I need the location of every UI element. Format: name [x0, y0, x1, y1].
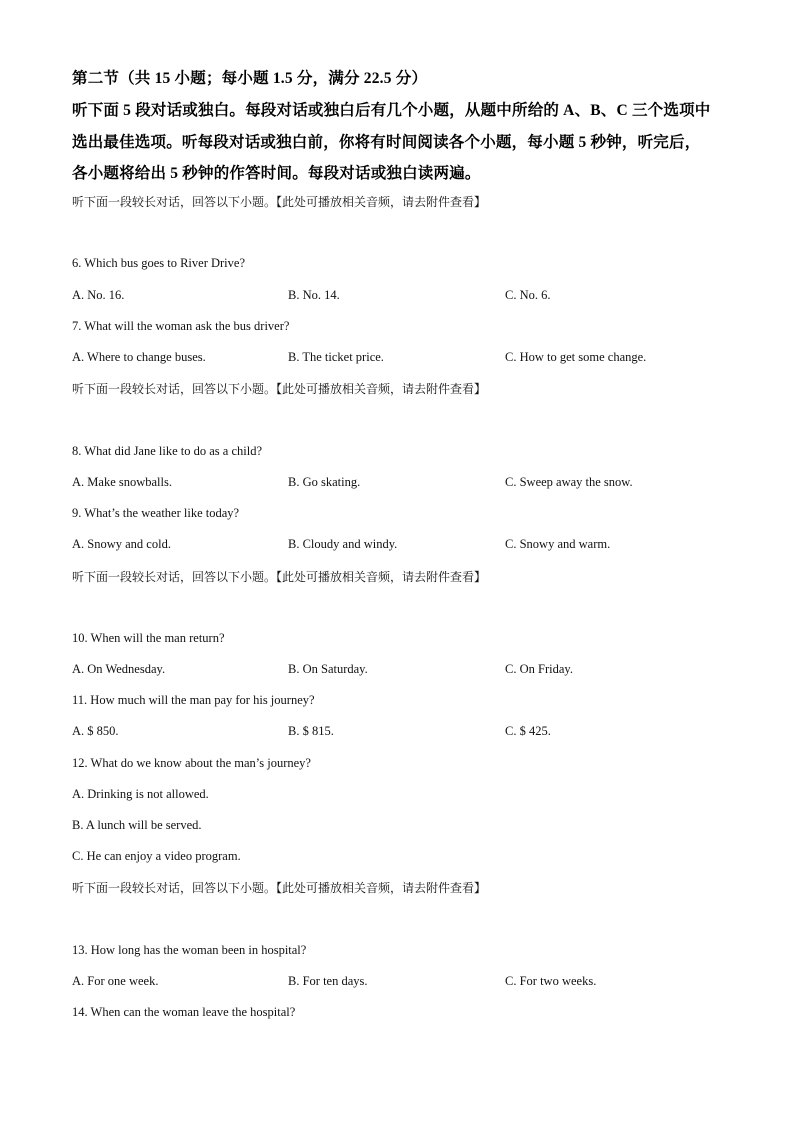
- q10-option-b: B. On Saturday.: [288, 662, 368, 676]
- q11-option-b: B. $ 815.: [288, 724, 334, 738]
- q8-option-b: B. Go skating.: [288, 475, 361, 489]
- q9-option-a: A. Snowy and cold.: [72, 537, 171, 551]
- question-11: 11. How much will the man pay for his journey?: [72, 693, 315, 707]
- q12-option-a: A. Drinking is not allowed.: [72, 787, 209, 801]
- dialog-intro-4: 听下面一段较长对话，回答以下小题。【此处可播放相关音频，请去附件查看】: [72, 881, 487, 895]
- q9-option-c: C. Snowy and warm.: [505, 537, 611, 551]
- q13-option-c: C. For two weeks.: [505, 974, 597, 988]
- dialog-intro-1: 听下面一段较长对话，回答以下小题。【此处可播放相关音频，请去附件查看】: [72, 195, 487, 209]
- question-7: 7. What will the woman ask the bus driver?: [72, 319, 290, 333]
- q7-option-b: B. The ticket price.: [288, 350, 384, 364]
- dialog-intro-3: 听下面一段较长对话，回答以下小题。【此处可播放相关音频，请去附件查看】: [72, 570, 487, 584]
- q12-option-c: C. He can enjoy a video program.: [72, 849, 241, 863]
- instruction-line-2: 选出最佳选项。听每段对话或独白前，你将有时间阅读各个小题，每小题 5 秒钟，听完后，: [72, 134, 701, 151]
- q13-option-b: B. For ten days.: [288, 974, 368, 988]
- q6-option-b: B. No. 14.: [288, 288, 340, 302]
- q10-option-c: C. On Friday.: [505, 662, 573, 676]
- question-12: 12. What do we know about the man’s journey?: [72, 756, 311, 770]
- q11-option-c: C. $ 425.: [505, 724, 551, 738]
- q8-option-c: C. Sweep away the snow.: [505, 475, 633, 489]
- dialog-intro-2: 听下面一段较长对话，回答以下小题。【此处可播放相关音频，请去附件查看】: [72, 382, 487, 396]
- q12-option-b: B. A lunch will be served.: [72, 818, 202, 832]
- q6-option-c: C. No. 6.: [505, 288, 551, 302]
- question-13: 13. How long has the woman been in hospital?: [72, 943, 307, 957]
- q11-option-a: A. $ 850.: [72, 724, 119, 738]
- q8-option-a: A. Make snowballs.: [72, 475, 172, 489]
- question-14: 14. When can the woman leave the hospital?: [72, 1005, 296, 1019]
- q6-option-a: A. No. 16.: [72, 288, 125, 302]
- q7-option-a: A. Where to change buses.: [72, 350, 206, 364]
- instruction-line-1: 听下面 5 段对话或独白。每段对话或独白后有几个小题，从题中所给的 A、B、C 三个选项中: [72, 102, 711, 119]
- instruction-line-3: 各小题将给出 5 秒钟的作答时间。每段对话或独白读两遍。: [72, 165, 481, 182]
- q10-option-a: A. On Wednesday.: [72, 662, 166, 676]
- q13-option-a: A. For one week.: [72, 974, 159, 988]
- question-8: 8. What did Jane like to do as a child?: [72, 444, 262, 458]
- question-10: 10. When will the man return?: [72, 631, 225, 645]
- question-6: 6. Which bus goes to River Drive?: [72, 256, 245, 270]
- question-9: 9. What’s the weather like today?: [72, 506, 240, 520]
- q9-option-b: B. Cloudy and windy.: [288, 537, 398, 551]
- q7-option-c: C. How to get some change.: [505, 350, 647, 364]
- section-title: 第二节（共 15 小题；每小题 1.5 分，满分 22.5 分）: [72, 70, 428, 87]
